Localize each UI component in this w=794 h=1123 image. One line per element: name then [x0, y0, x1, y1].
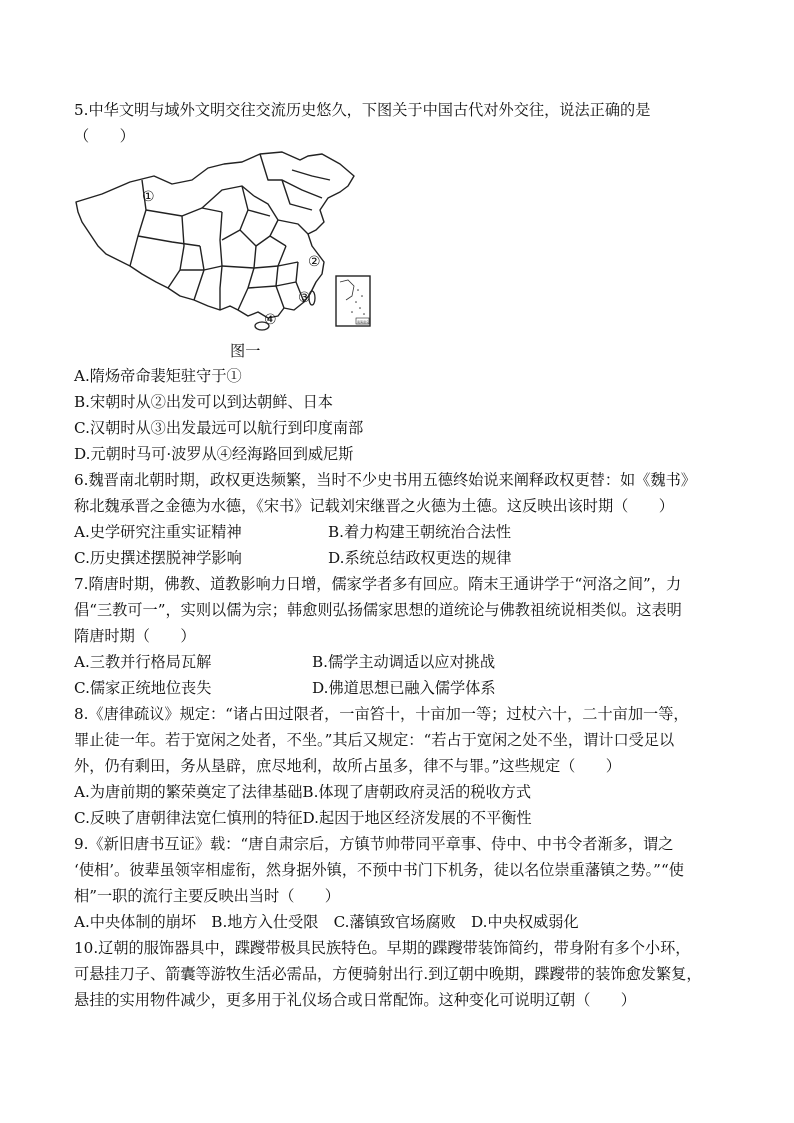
q8-options-cd: C.反映了唐朝律法宽仁慎刑的特征D.起因于地区经济发展的不平衡性 — [74, 809, 532, 827]
q7-option-a: A.三教并行格局瓦解 — [74, 653, 212, 671]
q5-option-b: B.宋朝时从②出发可以到达朝鲜、日本 — [74, 393, 333, 411]
q7-option-c: C.儒家正统地位丧失 — [74, 679, 212, 697]
q7-option-d: D.佛道思想已融入儒学体系 — [312, 679, 496, 697]
q10-stem-line-1: 10.辽朝的服饰器具中，蹀躞带极具民族特色。早期的蹀躞带装饰简约，带身附有多个小环， — [74, 939, 691, 957]
q5-stem-line-1: 5.中华文明与域外文明交往交流历史悠久，下图关于中国古代对外交往，说法正确的是 — [74, 101, 651, 119]
q8-stem-line-3: 外，仍有剩田，务从垦辟，庶尽地利，故所占虽多，律不与罪。”这些规定（ ） — [74, 757, 621, 775]
q9-stem-line-3: 相”一职的流行主要反映出当时（ ） — [74, 887, 340, 905]
q5-option-a: A.隋炀帝命裴矩驻守于① — [74, 367, 242, 385]
q5-stem-line-2: （ ） — [74, 127, 135, 145]
q10-stem-line-2: 可悬挂刀子、箭囊等游牧生活必需品，方便骑射出行.到辽朝中晚期，蹀躞带的装饰愈发繁复， — [74, 965, 702, 983]
q8-stem-line-2: 罪止徒一年。若于宽闲之处者，不坐。”其后又规定：“若占于宽闲之处不坐，谓计口受足以 — [74, 731, 675, 749]
q5-option-c: C.汉朝时从③出发最远可以航行到印度南部 — [74, 419, 364, 437]
q6-option-b: B.着力构建王朝统治合法性 — [328, 523, 512, 541]
q9-stem-line-1: 9.《新旧唐书互证》载：“唐自肃宗后，方镇节帅带同平章事、侍中、中书令者渐多，谓之 — [74, 835, 674, 853]
marker-1: ① — [142, 189, 155, 205]
q9-stem-line-2: ‘使相’。彼辈虽领宰相虚衔，然身据外镇，不预中书门下机务，徒以名位崇重藩镇之势。”“使 — [74, 861, 684, 879]
china-outline — [76, 152, 354, 318]
marker-4: ④ — [264, 312, 277, 328]
q6-option-d: D.系统总结政权更迭的规律 — [328, 549, 512, 567]
q7-stem-line-2: 倡“三教可一”，实则以儒为宗；韩愈则弘扬儒家思想的道统论与佛教祖统说相类似。这表明 — [74, 601, 682, 619]
q7-stem-line-1: 7.隋唐时期，佛教、道教影响力日增，儒家学者多有回应。隋末王通讲学于“河洛之间”，力 — [74, 575, 682, 593]
q5-option-d: D.元朝时马可·波罗从④经海路回到威尼斯 — [74, 445, 354, 463]
inset-label: 南海诸岛 — [357, 320, 370, 324]
q7-option-b: B.儒学主动调适以应对挑战 — [312, 653, 496, 671]
q6-option-c: C.历史撰述摆脱神学影响 — [74, 549, 242, 567]
q8-stem-line-1: 8.《唐律疏议》规定：“诸占田过限者，一亩笞十，十亩加一等；过杖六十，二十亩加一等， — [74, 705, 689, 723]
q6-option-a: A.史学研究注重实证精神 — [74, 523, 242, 541]
marker-2: ② — [308, 254, 321, 270]
q9-options: A.中央体制的崩坏 B.地方入仕受限 C.藩镇致官场腐败 D.中央权威弱化 — [74, 913, 579, 931]
q6-stem-line-2: 称北魏承晋之金德为水德，《宋书》记载刘宋继晋之火德为土德。这反映出该时期（ ） — [74, 497, 674, 515]
q8-options-ab: A.为唐前期的繁荣奠定了法律基础B.体现了唐朝政府灵活的税收方式 — [74, 783, 532, 801]
q6-stem-line-1: 6.魏晋南北朝时期，政权更迭频繁，当时不少史书用五德终始说来阐释政权更替：如《魏书》 — [74, 471, 696, 489]
south-china-sea-inset — [336, 276, 370, 326]
china-map-figure — [72, 150, 372, 340]
figure-caption: 图一 — [230, 342, 261, 360]
q10-stem-line-3: 悬挂的实用物件减少，更多用于礼仪场合或日常配饰。这种变化可说明辽朝（ ） — [74, 991, 636, 1009]
marker-3: ③ — [298, 290, 311, 306]
q7-stem-line-3: 隋唐时期（ ） — [74, 627, 196, 645]
